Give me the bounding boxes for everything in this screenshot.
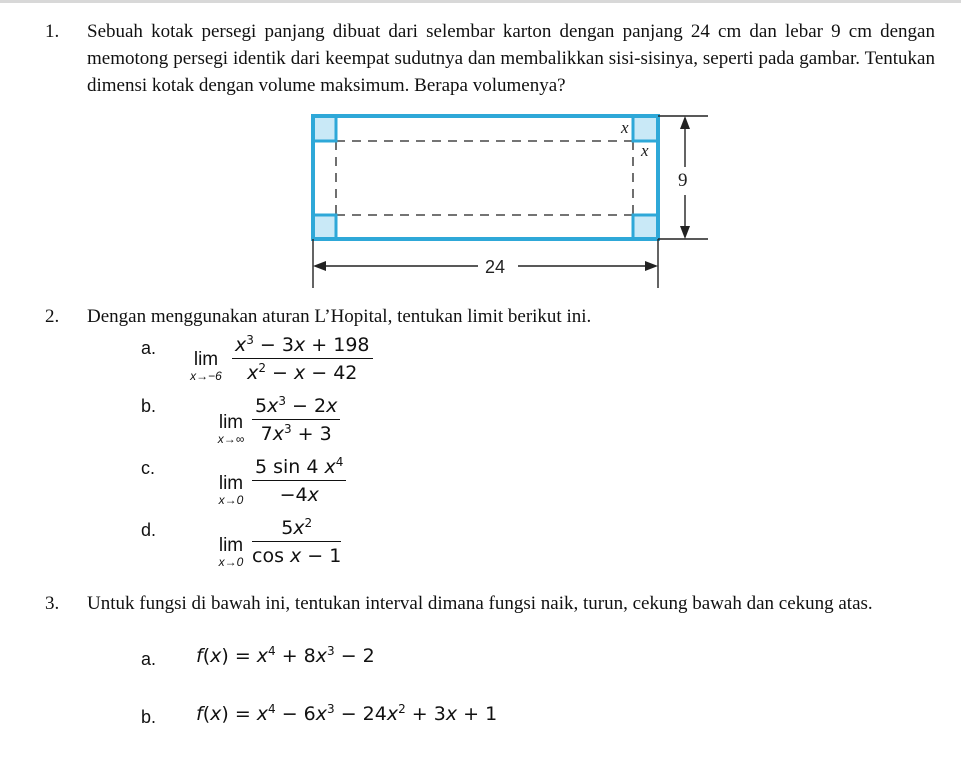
sheet-outline bbox=[313, 116, 658, 239]
numerator: 5 sin 4 $x^4$ bbox=[252, 456, 346, 481]
corner-squares bbox=[313, 116, 658, 239]
item-3b-label: b. bbox=[141, 707, 157, 727]
lim-word: lim bbox=[218, 535, 244, 556]
item-2d-label: d. bbox=[141, 520, 157, 540]
problem-3-text: Untuk fungsi di bawah ini, tentukan interval dimana fungsi naik, turun, cekung bawah dan cekung atas. bbox=[87, 593, 873, 614]
label-width: 9 bbox=[678, 170, 688, 191]
denominator: −4x bbox=[279, 484, 319, 506]
denominator: $7x^3 + 3$ bbox=[260, 422, 332, 445]
problem-2-text: Dengan menggunakan aturan L’Hopital, tentukan limit berikut ini. bbox=[87, 306, 592, 327]
fold-lines bbox=[336, 141, 633, 215]
corner-top-left bbox=[313, 116, 336, 141]
numerator: $5x^3 - 2x$ bbox=[252, 395, 340, 420]
arrow-up bbox=[680, 116, 690, 129]
item-2a-limit bbox=[182, 350, 230, 383]
item-3a-label: a. bbox=[141, 649, 157, 669]
item-2b-label: b. bbox=[141, 396, 157, 416]
denominator: cos x − 1 bbox=[252, 545, 342, 567]
item-2b-fraction bbox=[252, 395, 340, 445]
label-x-side: x bbox=[641, 141, 649, 160]
corner-bottom-right bbox=[633, 215, 658, 239]
lim-word: lim bbox=[218, 412, 244, 433]
item-2a-label: a. bbox=[141, 338, 157, 358]
item-2d-limit bbox=[210, 536, 252, 569]
lim-word: lim bbox=[193, 349, 219, 370]
arrow-left bbox=[313, 261, 326, 271]
denominator: $x^2 - x - 42$ bbox=[247, 361, 358, 384]
lim-word: lim bbox=[218, 473, 244, 494]
item-2b-limit bbox=[210, 413, 252, 446]
item-2d-fraction bbox=[252, 517, 341, 567]
lim-subscript: x→−6 bbox=[190, 369, 222, 383]
problem-2-number: 2. bbox=[45, 306, 60, 327]
numerator: $5x^2$ bbox=[252, 517, 341, 542]
item-2a-fraction bbox=[232, 334, 373, 384]
item-2c-fraction bbox=[252, 456, 346, 506]
arrow-down bbox=[680, 226, 690, 239]
label-length: 24 bbox=[485, 257, 506, 277]
problem-3-number: 3. bbox=[45, 593, 60, 614]
numerator: $x^3 - 3x + 198$ bbox=[232, 334, 373, 359]
label-x-top: x bbox=[621, 118, 629, 137]
item-2c-limit bbox=[210, 474, 252, 507]
item-2c-label: c. bbox=[141, 458, 156, 478]
lim-subscript: x→0 bbox=[218, 555, 244, 569]
top-rule bbox=[0, 0, 961, 3]
problem-1-text: Sebuah kotak persegi panjang dibuat dari selembar karton dengan panjang 24 cm dan lebar 9 cm dengan memotong persegi identik dari keempat sudutnya dan membalikkan sisi-sisinya, seperti pada gambar. Tentukan dimensi kotak dengan volume maksimum. Berapa volumenya? bbox=[87, 21, 935, 96]
arrow-right bbox=[645, 261, 658, 271]
item-3b-function: $f(x) = x^4 - 6x^3 - 24x^2 + 3x + 1$ bbox=[196, 702, 498, 725]
item-3a-function: $f(x) = x^4 + 8x^3 - 2$ bbox=[196, 644, 375, 667]
corner-bottom-left bbox=[313, 215, 336, 239]
lim-subscript: x→∞ bbox=[217, 432, 245, 446]
problem-1-number: 1. bbox=[45, 21, 60, 42]
lim-subscript: x→0 bbox=[218, 493, 244, 507]
corner-top-right bbox=[633, 116, 658, 141]
